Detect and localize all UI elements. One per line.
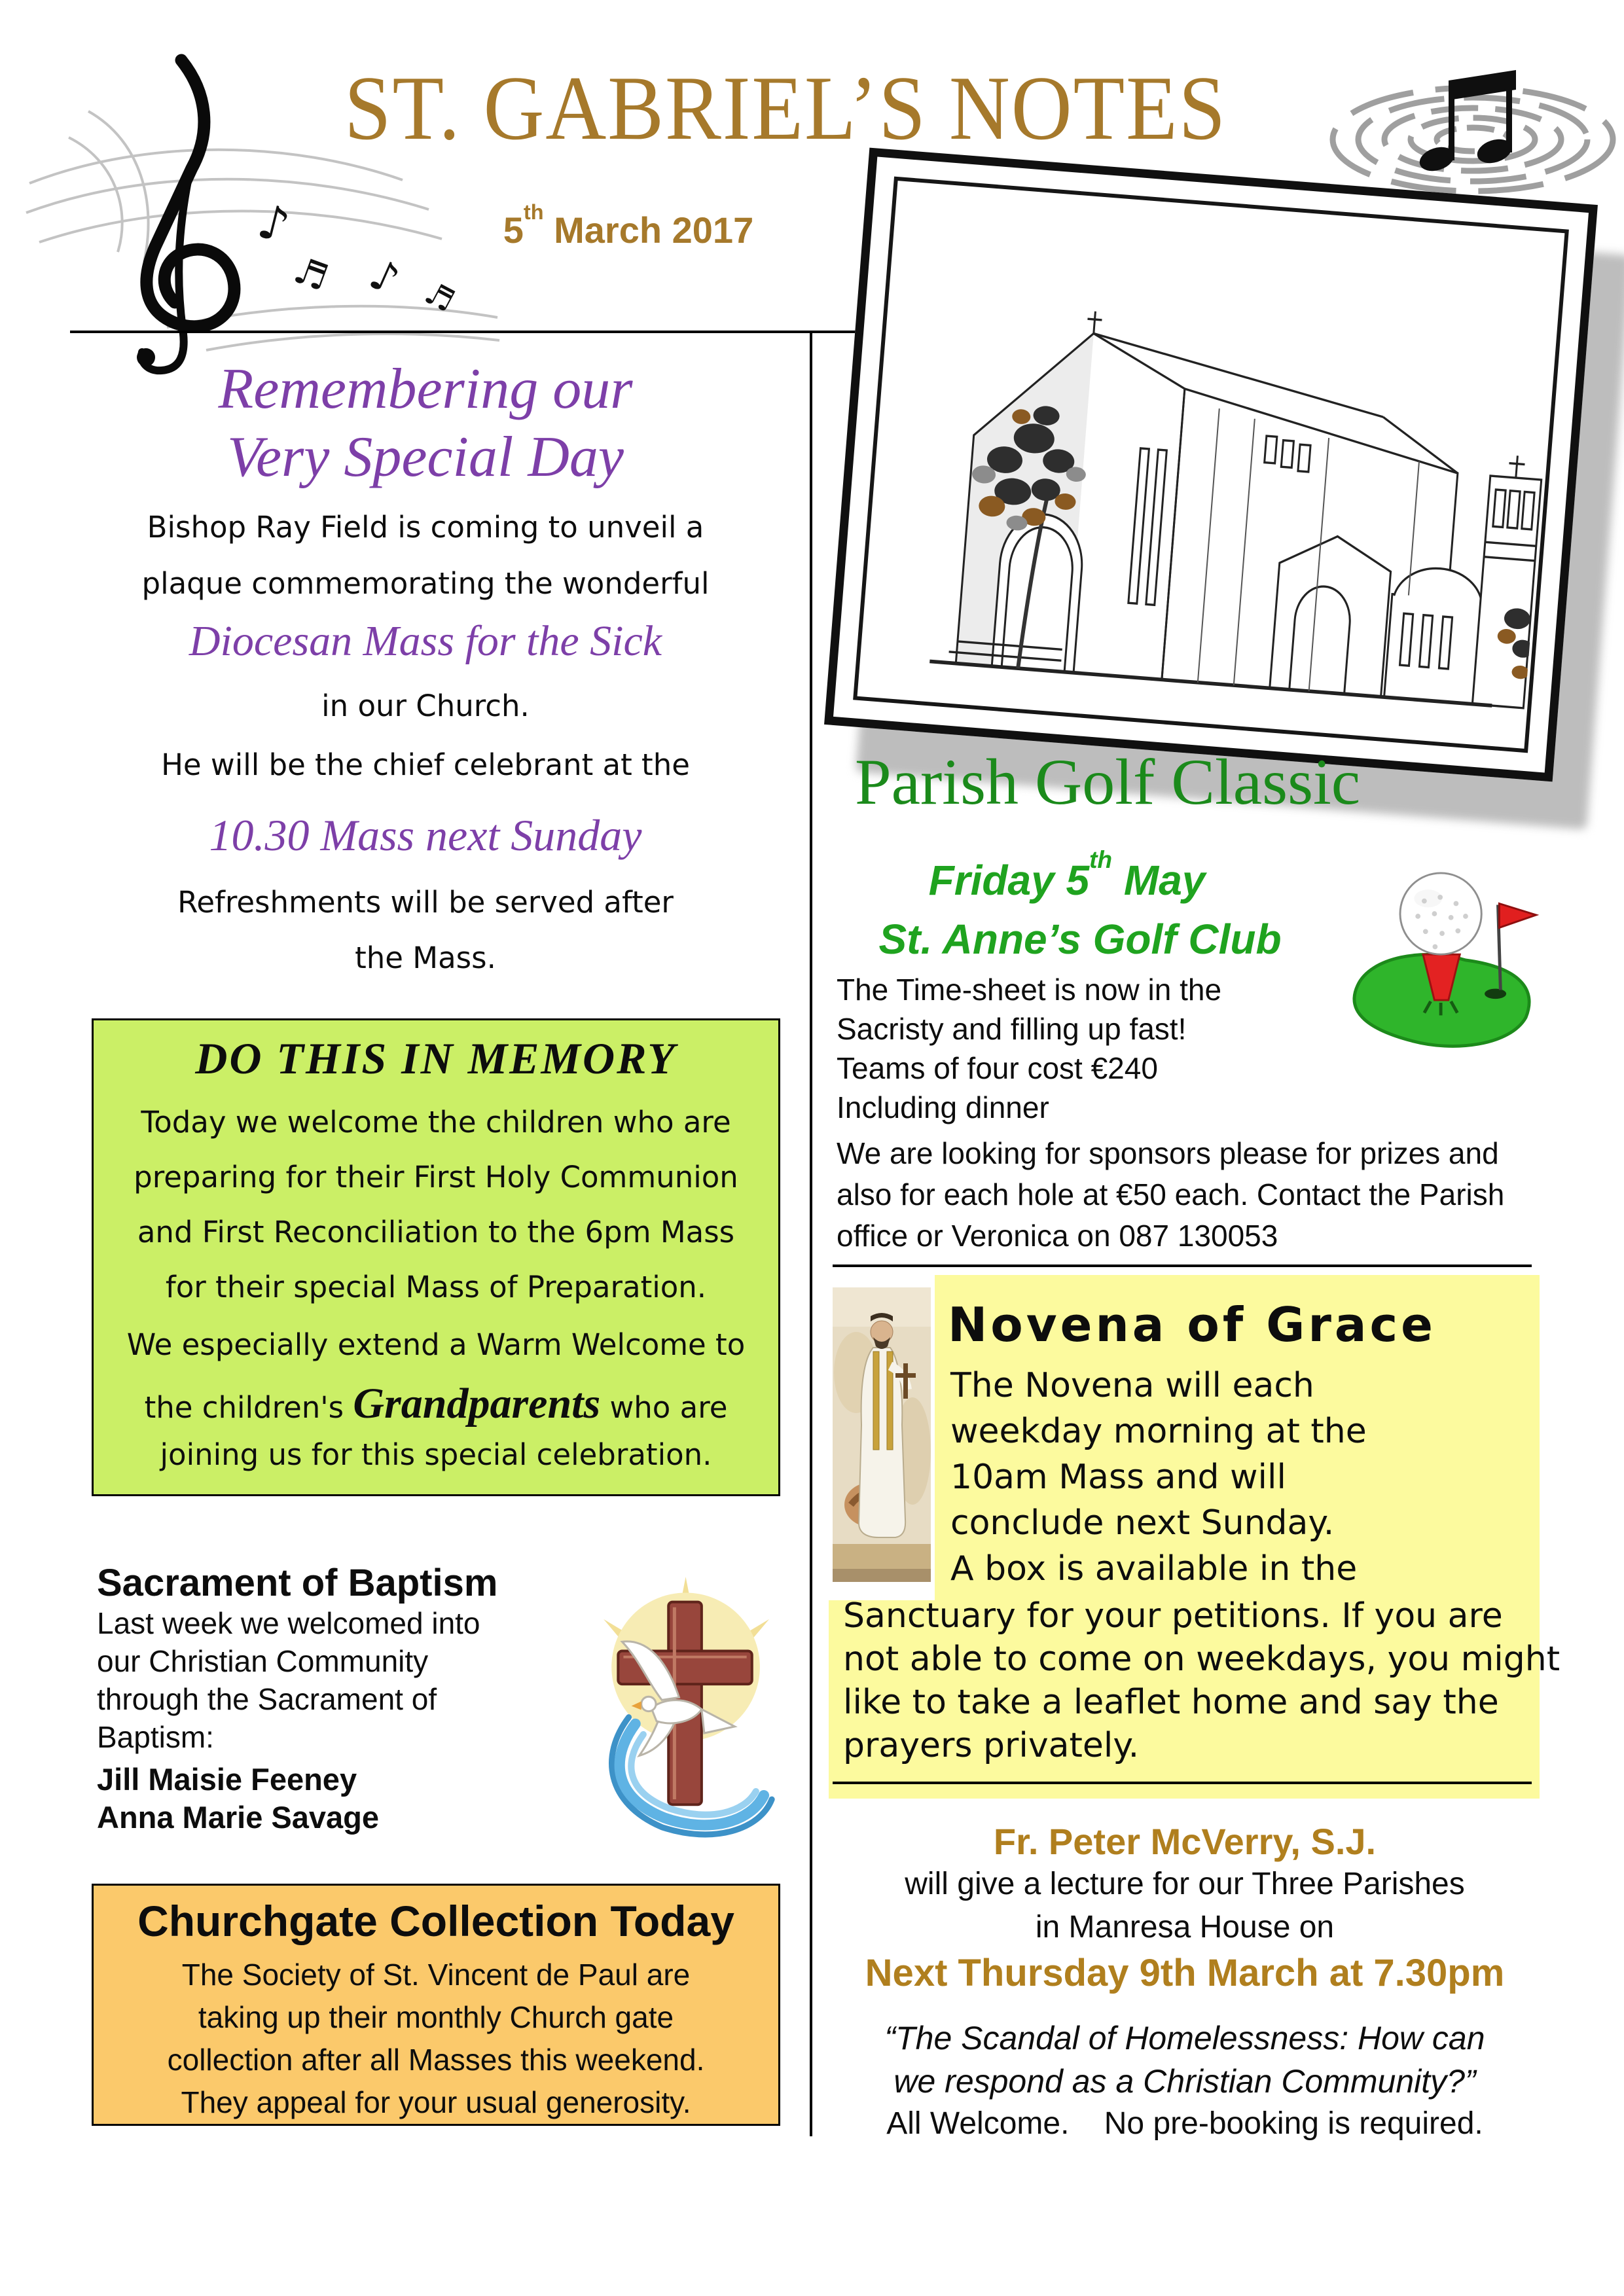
novena-line: not able to come on weekdays, you might (843, 1640, 1561, 1679)
memory-box-grandparents-line (94, 1379, 778, 1429)
section-divider (833, 1782, 1532, 1784)
churchgate-line: They appeal for your usual generosity. (181, 2085, 691, 2119)
mass-next-sunday-highlight: 10.30 Mass next Sunday (209, 810, 642, 860)
page-title: ST. GABRIEL’S NOTES (344, 58, 1227, 159)
golf-sponsor-line: We are looking for sponsors please for prizes and (837, 1136, 1499, 1170)
baptism-line: our Christian Community (97, 1644, 429, 1678)
column-divider (810, 332, 812, 2136)
baptism-name: Anna Marie Savage (97, 1800, 380, 1835)
issue-date-rest: March 2017 (543, 209, 754, 251)
golf-info-line: Sacristy and filling up fast! (837, 1012, 1187, 1046)
mcverry-when: Next Thursday 9th March at 7.30pm (865, 1952, 1505, 1994)
memory-box-line: Today we welcome the children who are (141, 1105, 731, 1139)
baptism-line: Last week we welcomed into (97, 1606, 480, 1640)
memory-box-line: joining us for this special celebration. (160, 1437, 712, 1472)
church-drawing (861, 185, 1562, 753)
mcverry-quote-1: “The Scandal of Homelessness: How can (884, 2020, 1485, 2056)
baptism-name: Jill Maisie Feeney (97, 1762, 357, 1797)
golf-title: Parish Golf Classic (855, 745, 1361, 818)
diocesan-mass-highlight: Diocesan Mass for the Sick (189, 617, 662, 665)
mcverry-line-1: will give a lecture for our Three Parishes (905, 1867, 1465, 1901)
novena-line: The Novena will each (950, 1366, 1314, 1405)
issue-date-day: 5 (503, 209, 524, 251)
remembering-line-5: Refreshments will be served after (177, 885, 674, 920)
baptism-line: Baptism: (97, 1720, 214, 1754)
novena-line: conclude next Sunday. (950, 1503, 1335, 1543)
section-divider (833, 1265, 1532, 1267)
golf-sponsor-line: also for each hole at €50 each. Contact the Parish (837, 1177, 1505, 1211)
churchgate-line: taking up their monthly Church gate (198, 2000, 674, 2034)
novena-line: 10am Mass and will (950, 1458, 1286, 1497)
churchgate-title: Churchgate Collection Today (137, 1897, 734, 1945)
grandparents-line-pre: the children's (144, 1390, 353, 1425)
memory-box-title: DO THIS IN MEMORY (195, 1033, 677, 1083)
music-note-icon: ♬ (418, 274, 461, 320)
mcverry-line-2: in Manresa House on (1035, 1910, 1335, 1945)
mcverry-name: Fr. Peter McVerry, S.J. (993, 1821, 1377, 1862)
golf-icon (1335, 841, 1551, 1054)
grandparents-line-post: who are (600, 1390, 728, 1425)
music-note-icon: ♬ (288, 249, 334, 300)
do-this-in-memory-box (92, 1018, 780, 1496)
header-divider (70, 331, 870, 333)
saint-painting (833, 1287, 931, 1583)
remembering-line-1: Bishop Ray Field is coming to unveil a (147, 510, 704, 545)
memory-box-line: We especially extend a Warm Welcome to (126, 1327, 746, 1362)
remembering-heading-2: Very Special Day (227, 425, 624, 489)
mcverry-footer: All Welcome. No pre-booking is required. (886, 2106, 1483, 2141)
remembering-heading-1: Remembering our (218, 357, 633, 421)
novena-line: Sanctuary for your petitions. If you are (843, 1596, 1503, 1636)
memory-box-line: and First Reconciliation to the 6pm Mass (137, 1215, 735, 1249)
golf-date-suffix: th (1089, 846, 1113, 874)
novena-line: like to take a leaflet home and say the (843, 1683, 1499, 1722)
churchgate-collection-box (92, 1884, 780, 2126)
golf-info-line: Including dinner (837, 1090, 1049, 1124)
remembering-line-4: He will be the chief celebrant at the (161, 747, 690, 782)
church-picture-frame (824, 148, 1598, 782)
baptism-cross-dove-icon (579, 1568, 785, 1846)
golf-date (864, 846, 1270, 904)
churchgate-line: The Society of St. Vincent de Paul are (181, 1958, 691, 1992)
music-note-icon: ♪ (362, 250, 406, 306)
remembering-line-3: in our Church. (321, 689, 530, 723)
issue-date (458, 200, 799, 251)
golf-date-pre: Friday 5 (928, 857, 1090, 904)
memory-box-line: for their special Mass of Preparation. (165, 1270, 707, 1304)
churchgate-line: collection after all Masses this weekend. (167, 2043, 705, 2077)
remembering-line-6: the Mass. (355, 941, 496, 975)
novena-line: weekday morning at the (950, 1412, 1367, 1451)
golf-club: St. Anne’s Golf Club (878, 916, 1282, 963)
novena-line: prayers privately. (843, 1726, 1140, 1765)
novena-line: A box is available in the (950, 1549, 1358, 1588)
golf-info-line: The Time-sheet is now in the (837, 973, 1222, 1007)
golf-sponsor-line: office or Veronica on 087 130053 (837, 1219, 1278, 1253)
golf-info-line: Teams of four cost €240 (837, 1051, 1158, 1085)
novena-heading: Novena of Grace (948, 1297, 1436, 1352)
golf-date-post: May (1112, 857, 1206, 904)
baptism-heading: Sacrament of Baptism (97, 1562, 498, 1604)
music-note-icon: ♪ (252, 192, 295, 254)
mcverry-quote-2: we respond as a Christian Community?” (893, 2063, 1476, 2100)
grandparents-word: Grandparents (353, 1380, 601, 1427)
remembering-line-2: plaque commemorating the wonderful (141, 566, 710, 601)
memory-box-line: preparing for their First Holy Communion (134, 1160, 738, 1194)
baptism-line: through the Sacrament of (97, 1682, 437, 1716)
issue-date-suffix: th (523, 200, 544, 224)
